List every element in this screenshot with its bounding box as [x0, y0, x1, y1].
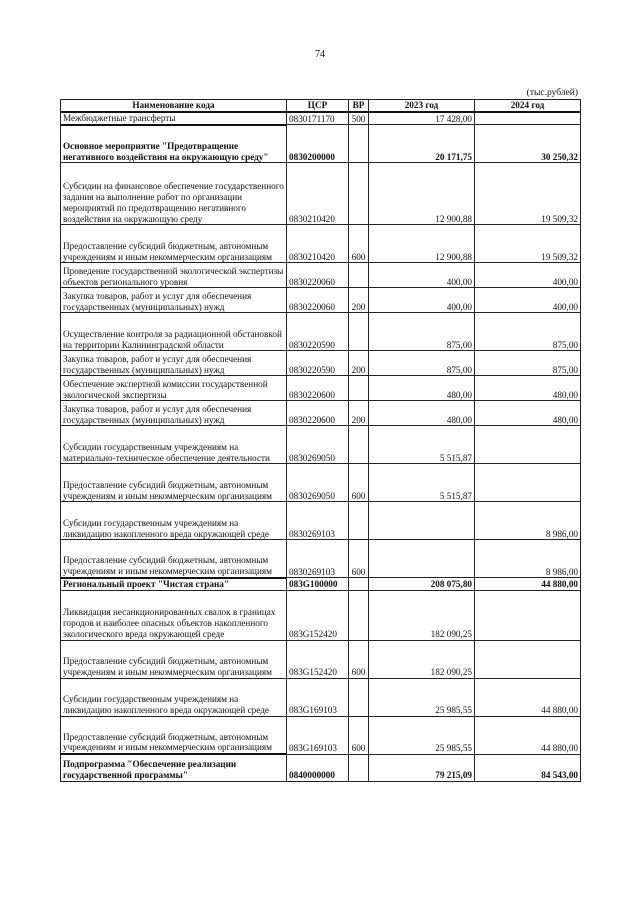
table-row	[61, 125, 581, 163]
header-2024: 2024 год	[475, 100, 581, 113]
row-name: Предоставление субсидий бюджетным, автономным учреждениям и иным некоммерческим организациям	[61, 716, 287, 754]
row-csr: 0830220060	[287, 288, 349, 313]
row-vr	[349, 678, 369, 716]
row-2023: 20 171,75	[369, 125, 475, 163]
row-2024: 480,00	[475, 376, 581, 401]
row-name: Субсидии на финансовое обеспечение государственного задания на выполнение работ по организации мероприятий по предотвращению негативного воздействия на окружающую среду	[61, 163, 287, 225]
table-row	[61, 376, 581, 401]
row-2023: 400,00	[369, 263, 475, 288]
table-header-row	[61, 100, 581, 113]
table-row	[61, 590, 581, 640]
row-2024: 400,00	[475, 288, 581, 313]
table-row	[61, 426, 581, 464]
row-2023: 400,00	[369, 288, 475, 313]
row-2024: 19 509,32	[475, 163, 581, 225]
row-csr: 083G169103	[287, 678, 349, 716]
row-2024: 44 880,00	[475, 578, 581, 590]
units-label: (тыс.рублей)	[526, 88, 578, 98]
row-csr: 0830220600	[287, 401, 349, 426]
row-2024	[475, 640, 581, 678]
row-name: Осуществление контроля за радиационной обстановкой на территории Калининградской области	[61, 313, 287, 351]
table-row	[61, 464, 581, 502]
row-name: Межбюджетные трансферты	[61, 112, 287, 125]
row-vr	[349, 313, 369, 351]
row-2023: 5 515,87	[369, 426, 475, 464]
row-vr	[349, 502, 369, 540]
row-vr: 500	[349, 112, 369, 125]
row-2024: 44 880,00	[475, 678, 581, 716]
row-name: Закупка товаров, работ и услуг для обеспечения государственных (муниципальных) нужд	[61, 401, 287, 426]
row-csr: 0830220590	[287, 313, 349, 351]
row-2024	[475, 426, 581, 464]
row-2023: 875,00	[369, 351, 475, 376]
row-vr: 200	[349, 401, 369, 426]
table-row	[61, 225, 581, 263]
table-row	[61, 678, 581, 716]
row-vr: 200	[349, 288, 369, 313]
table-row	[61, 112, 581, 125]
row-name: Проведение государственной экологической экспертизы объектов регионального уровня	[61, 263, 287, 288]
row-2023	[369, 540, 475, 578]
row-vr	[349, 578, 369, 590]
row-2023: 25 985,55	[369, 716, 475, 754]
row-name: Обеспечение экспертной комиссии государственной экологической экспертизы	[61, 376, 287, 401]
row-csr: 083G152420	[287, 640, 349, 678]
row-2024: 875,00	[475, 351, 581, 376]
row-name: Предоставление субсидий бюджетным, автономным учреждениям и иным некоммерческим организациям	[61, 464, 287, 502]
table-row	[61, 540, 581, 578]
row-name: Подпрограмма "Обеспечение реализации государственной программы"	[61, 754, 287, 781]
row-csr: 083G152420	[287, 590, 349, 640]
row-csr: 0830269050	[287, 426, 349, 464]
row-vr	[349, 376, 369, 401]
row-2024: 8 986,00	[475, 540, 581, 578]
table-row	[61, 351, 581, 376]
table-row	[61, 754, 581, 781]
row-name: Закупка товаров, работ и услуг для обеспечения государственных (муниципальных) нужд	[61, 351, 287, 376]
row-vr	[349, 125, 369, 163]
row-2023: 17 428,00	[369, 112, 475, 125]
row-name: Предоставление субсидий бюджетным, автономным учреждениям и иным некоммерческим организациям	[61, 640, 287, 678]
row-2024: 875,00	[475, 313, 581, 351]
row-2023: 875,00	[369, 313, 475, 351]
row-2023	[369, 502, 475, 540]
row-2023: 480,00	[369, 401, 475, 426]
header-vr: ВР	[349, 100, 369, 113]
table-body	[61, 112, 581, 781]
row-csr: 083G100000	[287, 578, 349, 590]
row-csr: 0840000000	[287, 754, 349, 781]
table-row	[61, 502, 581, 540]
row-name: Предоставление субсидий бюджетным, автономным учреждениям и иным некоммерческим организациям	[61, 540, 287, 578]
row-csr: 0830269050	[287, 464, 349, 502]
row-2023: 480,00	[369, 376, 475, 401]
row-csr: 0830269103	[287, 540, 349, 578]
row-csr: 0830210420	[287, 163, 349, 225]
row-2024	[475, 590, 581, 640]
table-row	[61, 401, 581, 426]
row-csr: 0830200000	[287, 125, 349, 163]
row-vr: 600	[349, 640, 369, 678]
row-2023: 12 900,88	[369, 163, 475, 225]
row-name: Субсидии государственным учреждениям на ликвидацию накопленного вреда окружающей среде	[61, 502, 287, 540]
header-name: Наименование кода	[61, 100, 287, 113]
row-vr: 600	[349, 464, 369, 502]
row-2024: 84 543,00	[475, 754, 581, 781]
row-vr	[349, 754, 369, 781]
row-csr: 0830269103	[287, 502, 349, 540]
row-csr: 0830210420	[287, 225, 349, 263]
row-2024: 480,00	[475, 401, 581, 426]
row-2024	[475, 464, 581, 502]
row-vr: 200	[349, 351, 369, 376]
row-csr: 0830220590	[287, 351, 349, 376]
table-row	[61, 163, 581, 225]
row-vr: 600	[349, 540, 369, 578]
row-csr: 083G169103	[287, 716, 349, 754]
page-number: 74	[315, 49, 325, 60]
row-vr	[349, 263, 369, 288]
row-2023: 208 075,80	[369, 578, 475, 590]
row-vr	[349, 590, 369, 640]
row-2024: 19 509,32	[475, 225, 581, 263]
row-2024	[475, 112, 581, 125]
row-name: Закупка товаров, работ и услуг для обеспечения государственных (муниципальных) нужд	[61, 288, 287, 313]
row-2023: 25 985,55	[369, 678, 475, 716]
row-csr: 0830220600	[287, 376, 349, 401]
row-2024: 44 880,00	[475, 716, 581, 754]
row-name: Основное мероприятие "Предотвращение негативного воздействия на окружающую среду"	[61, 125, 287, 163]
row-vr	[349, 426, 369, 464]
table-row	[61, 716, 581, 754]
row-name: Субсидии государственным учреждениям на ликвидацию накопленного вреда окружающей среде	[61, 678, 287, 716]
table-row	[61, 578, 581, 590]
table-row	[61, 263, 581, 288]
table-row	[61, 288, 581, 313]
row-2024: 30 250,32	[475, 125, 581, 163]
row-2024: 8 986,00	[475, 502, 581, 540]
row-2023: 5 515,87	[369, 464, 475, 502]
row-csr: 0830171170	[287, 112, 349, 125]
row-2024: 400,00	[475, 263, 581, 288]
header-2023: 2023 год	[369, 100, 475, 113]
row-2023: 79 215,09	[369, 754, 475, 781]
row-vr	[349, 163, 369, 225]
row-2023: 182 090,25	[369, 640, 475, 678]
row-name: Субсидии государственным учреждениям на материально-техническое обеспечение деятельности	[61, 426, 287, 464]
row-name: Ликвидация несанкционированных свалок в границах городов и наиболее опасных объектов накопленного экологического вреда окружающей среде	[61, 590, 287, 640]
row-vr: 600	[349, 225, 369, 263]
table-row	[61, 640, 581, 678]
row-2023: 12 900,88	[369, 225, 475, 263]
row-name: Региональный проект "Чистая страна"	[61, 578, 287, 590]
row-vr: 600	[349, 716, 369, 754]
row-csr: 0830220060	[287, 263, 349, 288]
header-csr: ЦСР	[287, 100, 349, 113]
table-row	[61, 313, 581, 351]
budget-table	[60, 99, 581, 782]
row-2023: 182 090,25	[369, 590, 475, 640]
row-name: Предоставление субсидий бюджетным, автономным учреждениям и иным некоммерческим организациям	[61, 225, 287, 263]
